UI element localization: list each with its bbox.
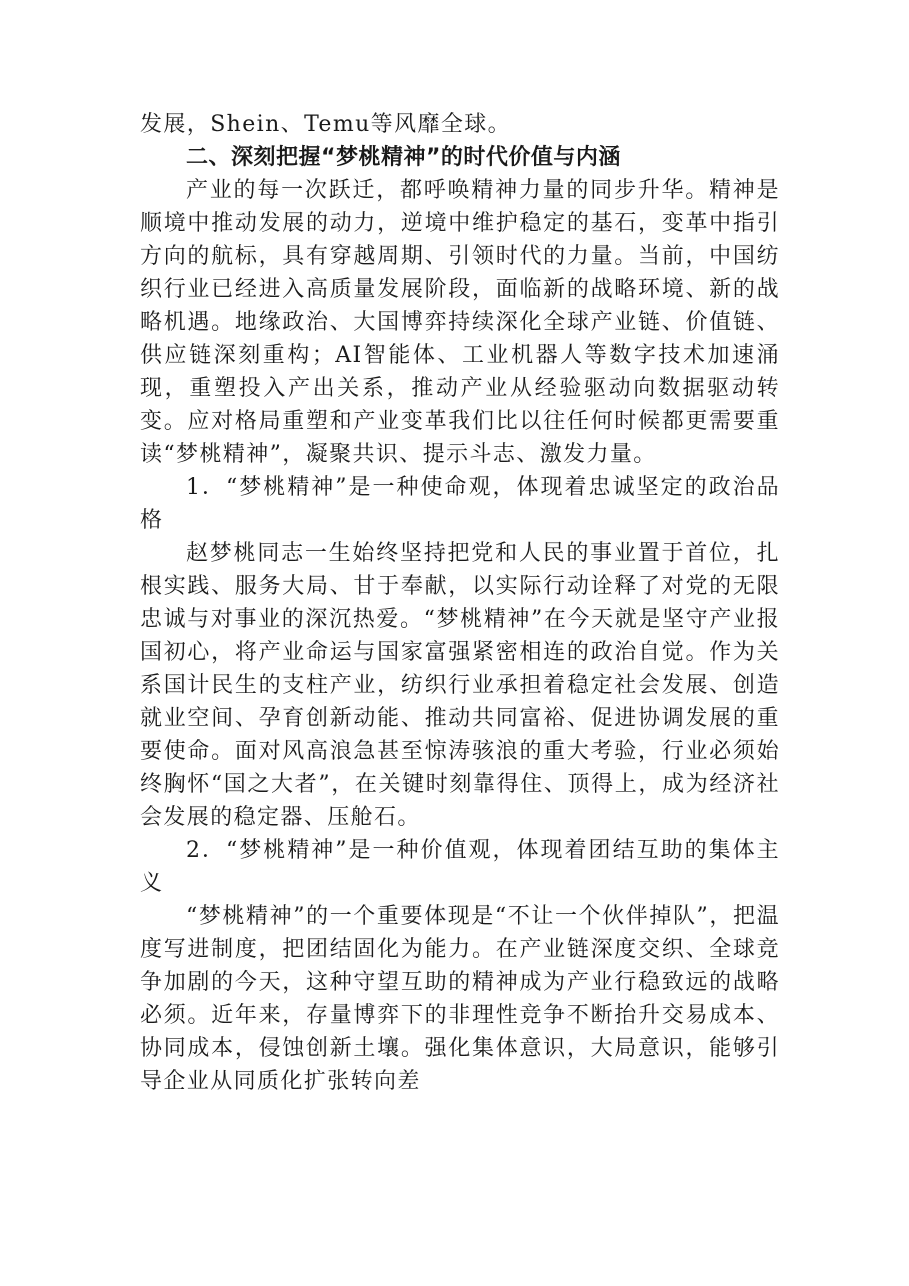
document-page [140, 108, 780, 1098]
continuation-paragraph: 发展，Shein、Temu等风靡全球。 [140, 112, 512, 137]
point2-body: “梦桃精神”的一个重要体现是“不让一个伙伴掉队”，把温度写进制度，把团结固化为能力。在产业链深度交织、全球竞争加剧的今天，这种守望互助的精神成为产业行稳致远的战略必须。近年来，存量博弈下的非理性竞争不断抬升交易成本、协同成本，侵蚀创新土壤。强化集体意识，大局意识，能够引导企业从同质化扩张转向差 [140, 904, 780, 1094]
point1-heading: 1．“梦桃精神”是一种使命观，体现着忠诚坚定的政治品格 [140, 475, 780, 533]
point1-body: 赵梦桃同志一生始终坚持把党和人民的事业置于首位，扎根实践、服务大局、甘于奉献，以实际行动诠释了对党的无限忠诚与对事业的深沉热爱。“梦桃精神”在今天就是坚守产业报国初心，将产业命运与国家富强紧密相连的政治自觉。作为关系国计民生的支柱产业，纺织行业承担着稳定社会发展、创造就业空间、孕育创新动能、推动共同富裕、促进协调发展的重要使命。面对风高浪急甚至惊涛骇浪的重大考验，行业必须始终胸怀“国之大者”，在关键时刻靠得住、顶得上，成为经济社会发展的稳定器、压舱石。 [140, 541, 780, 830]
section-heading: 二、深刻把握“梦桃精神”的时代价值与内涵 [186, 145, 621, 170]
point2-heading: 2．“梦桃精神”是一种价值观，体现着团结互助的集体主义 [140, 838, 780, 896]
intro-paragraph: 产业的每一次跃迁，都呼唤精神力量的同步升华。精神是顺境中推动发展的动力，逆境中维护稳定的基石，变革中指引方向的航标，具有穿越周期、引领时代的力量。当前，中国纺织行业已经进入高质量发展阶段，面临新的战略环境、新的战略机遇。地缘政治、大国博弈持续深化全球产业链、价值链、供应链深刻重构；AI智能体、工业机器人等数字技术加速涌现，重塑投入产出关系，推动产业从经验驱动向数据驱动转变。应对格局重塑和产业变革我们比以往任何时候都更需要重读“梦桃精神”，凝聚共识、提示斗志、激发力量。 [140, 178, 780, 467]
